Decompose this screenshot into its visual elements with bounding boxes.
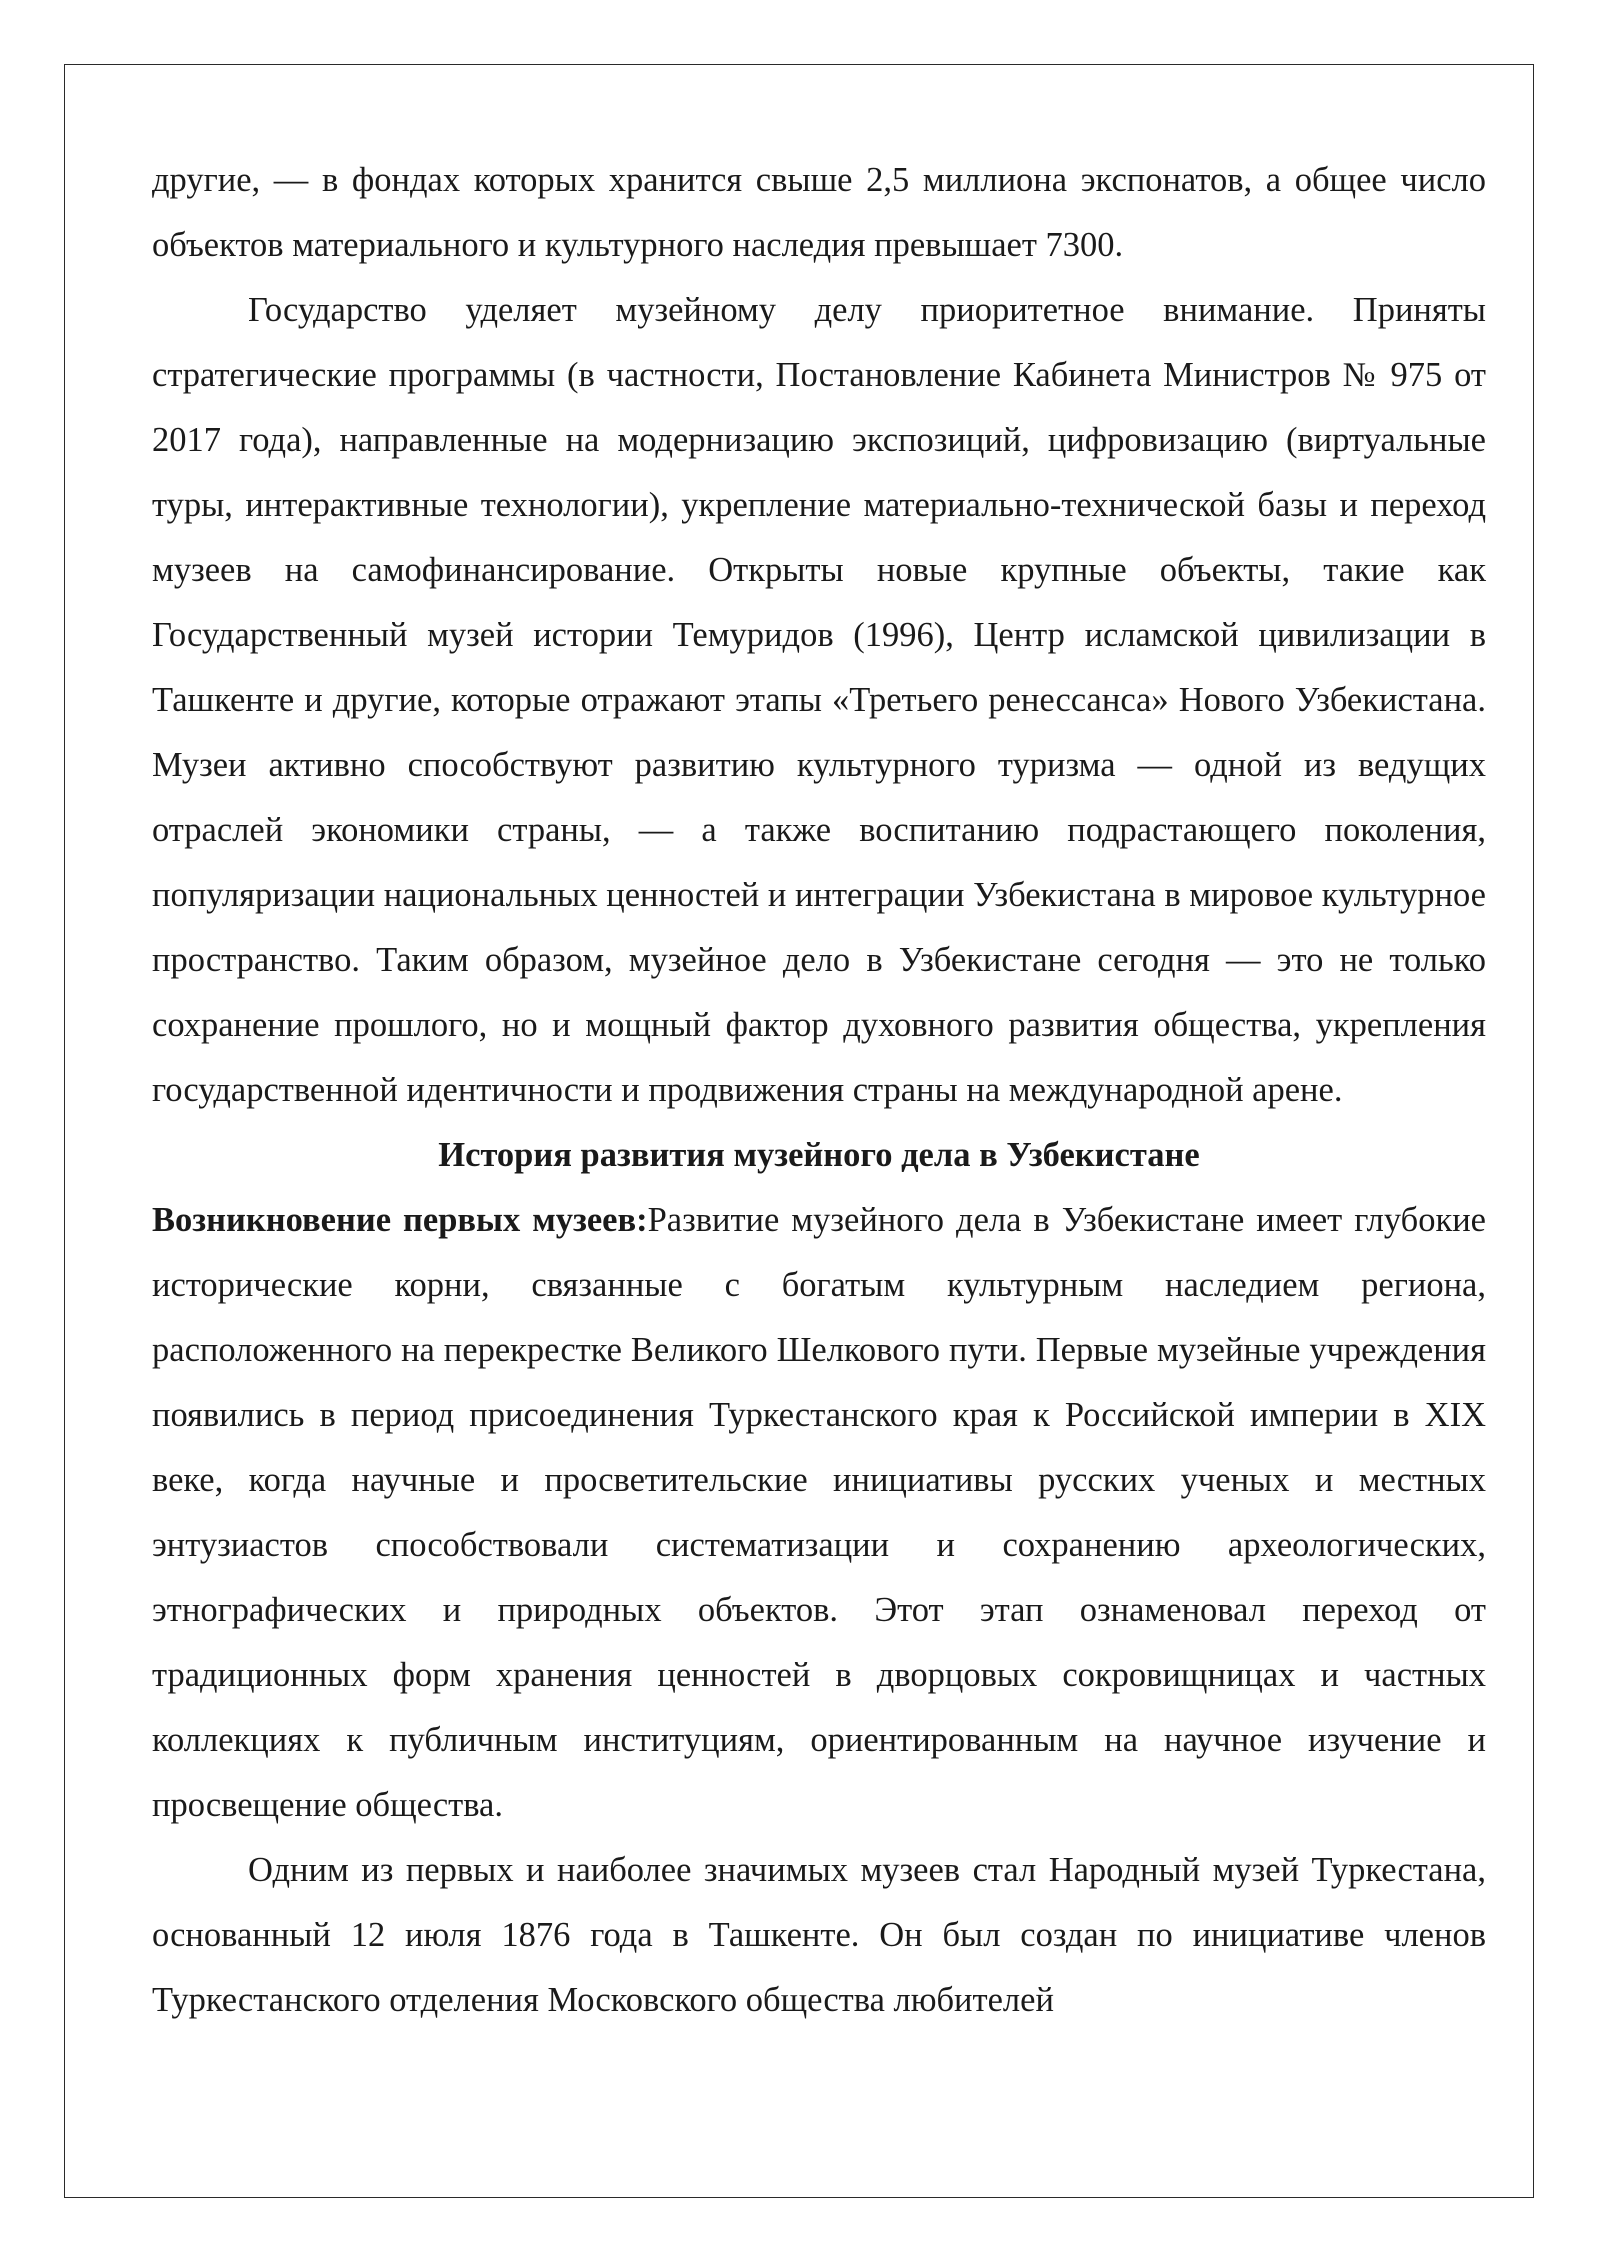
subsection-lead: Возникновение первых музеев: (152, 1201, 648, 1239)
section-heading: История развития музейного дела в Узбекистане (438, 1136, 1200, 1174)
page-body (152, 148, 1486, 2033)
paragraph-first-museums (152, 1188, 1486, 1838)
paragraph-state-policy: Государство уделяет музейному делу приоритетное внимание. Приняты стратегические программы (в частности, Постановление Кабинета Министров № 975 от 2017 года), направленные на модернизацию экспозиций, цифровизацию (виртуальные туры, интерактивные технологии), укрепление материально-технической базы и переход музеев на самофинансирование. Открыты новые крупные объекты, такие как Государственный музей истории Темуридов (1996), Центр исламской цивилизации в Ташкенте и другие, которые отражают этапы «Третьего ренессанса» Нового Узбекистана. Музеи активно способствуют развитию культурного туризма — одной из ведущих отраслей экономики страны, — а также воспитанию подрастающего поколения, популяризации национальных ценностей и интеграции Узбекистана в мировое культурное пространство. Таким образом, музейное дело в Узбекистане сегодня — это не только сохранение прошлого, но и мощный фактор духовного развития общества, укрепления государственной идентичности и продвижения страны на международной арене. (152, 291, 1486, 1109)
subsection-text: Развитие музейного дела в Узбекистане имеет глубокие исторические корни, связанные с богатым культурным наследием региона, расположенного на перекрестке Великого Шелкового пути. Первые музейные учреждения появились в период присоединения Туркестанского края к Российской империи в XIX веке, когда научные и просветительские инициативы русских ученых и местных энтузиастов способствовали систематизации и сохранению археологических, этнографических и природных объектов. Этот этап ознаменовал переход от традиционных форм хранения ценностей в дворцовых сокровищницах и частных коллекциях к публичным институциям, ориентированным на научное изучение и просвещение общества. (152, 1201, 1486, 1824)
paragraph-turkestan-museum: Одним из первых и наиболее значимых музеев стал Народный музей Туркестана, основанный 12 июля 1876 года в Ташкенте. Он был создан по инициативе членов Туркестанского отделения Московского общества любителей (152, 1851, 1486, 2019)
paragraph-continuation: другие, — в фондах которых хранится свыше 2,5 миллиона экспонатов, а общее число объектов материального и культурного наследия превышает 7300. (152, 161, 1486, 264)
